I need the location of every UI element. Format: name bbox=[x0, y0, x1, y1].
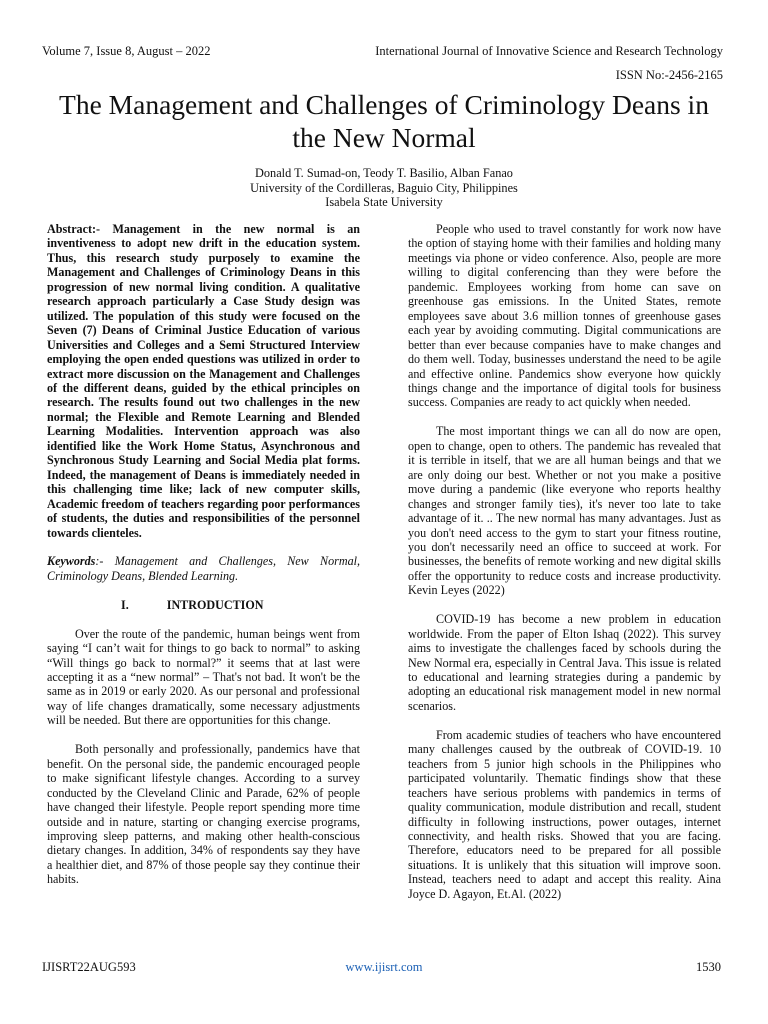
page-number: 1530 bbox=[696, 960, 721, 974]
issn: ISSN No:-2456-2165 bbox=[615, 68, 723, 82]
abstract bbox=[47, 222, 360, 540]
affiliation-1: University of the Cordilleras, Baguio City, Philippines bbox=[250, 180, 518, 195]
section-number: I. bbox=[121, 597, 129, 612]
abstract-label: Abstract:- bbox=[47, 222, 101, 236]
affiliation-2: Isabela State University bbox=[325, 195, 443, 209]
abstract-text: Management in the new normal is an inventiveness to adopt new drift in the education system. Thus, this research study purposely to examine the Management and Challenges of Criminology Deans in this progression of new normal living condition. A qualitative research approach particularly a Case Study design was utilized. The population of this study were focused on the Seven (7) Deans of Criminal Justice Education of various Universities and Colleges and a Semi Structured Interview employing the open ended questions was utilized in order to extract more discussion on the Management and Challenges of the different deans, guided by the ethical principles on research. The results found out two challenges in the new normal; the Flexible and Remote Learning and Blended Learning Modalities. Intervention approach was also identified like the Work Home Status, Asynchronous and Synchronous Study Learning and Social Media plat forms. Indeed, the management of Deans is immediately needed in this challenging time like; lack of new computer skills, Academic freedom of teachers regarding poor performances of students, the duties and responsibilities of the personnel towards clienteles. bbox=[47, 222, 360, 540]
paper-id: IJISRT22AUG593 bbox=[42, 960, 136, 974]
paragraph: The most important things we can all do now are open, open to change, open to others. The pandemic has revealed that it is terrible in itself, that we are all human beings and that we are only doing our best. Whether or not you make a positive move during a pandemic (like everyone who reports healthy changes and stronger family ties), it's never too late to take advantage of it. .. The new normal has many advantages. Just as you don't need access to the gym to start your fitness routine, you don't necessarily need an office to succeed at work. For businesses, the benefits of remote working and new digital skills offer the opportunity to reduce costs and increase productivity. Kevin Leyes (2022) bbox=[408, 424, 721, 598]
paragraph: From academic studies of teachers who have encountered many challenges caused by the outbreak of COVID-19. 10 teachers from 5 junior high schools in the Philippines who participated voluntarily. Thematic findings show that these teachers have serious problems with pandemics in terms of quality communication, module distribution and recall, student difficulty in following instructions, power outages, internet connectivity, and health risks. Showed that you are facing. Therefore, educators need to be prepared for all possible situations. It is unlikely that this situation will improve soon. Instead, teachers need to adapt and accept this reality. Aina Joyce D. Agayon, Et.Al. (2022) bbox=[408, 727, 721, 901]
section-title: INTRODUCTION bbox=[166, 597, 264, 612]
paragraph: COVID-19 has become a new problem in education worldwide. From the paper of Elton Ishaq (2022). This survey aims to investigate the challenges faced by schools during the New Normal era, especially in Central Java. This issue is related to educational and learning strategies during a pandemic by adopting an educational risk management model in new normal scenarios. bbox=[408, 612, 721, 713]
journal-link[interactable]: www.ijisrt.com bbox=[345, 960, 423, 974]
paragraph: Over the route of the pandemic, human beings went from saying “I can’t wait for things to go back to normal” to asking “Will things go back to normal?” it seems that at last were accepting it as a “new normal” – That's not bad. It won't be the same as in 2019 or early 2020. As our personal and professional way of life changes dramatically, some necessary adjustments will be needed. But there are opportunities for this change. bbox=[47, 626, 360, 728]
right-column bbox=[408, 222, 721, 901]
journal-name: International Journal of Innovative Science and Research Technology bbox=[375, 44, 723, 58]
author-names: Donald T. Sumad-on, Teody T. Basilio, Alban Fanao bbox=[255, 166, 513, 180]
author-block bbox=[40, 166, 728, 210]
volume-info: Volume 7, Issue 8, August – 2022 bbox=[42, 44, 211, 58]
left-column bbox=[47, 222, 360, 887]
keywords bbox=[47, 554, 360, 583]
paragraph: Both personally and professionally, pandemics have that benefit. On the personal side, the pandemic encouraged people to make significant lifestyle changes. According to a survey conducted by the Cleveland Clinic and Parade, 62% of people have changed their lifestyle. People report spending more time outside and in nature, starting or changing exercise programs, improving sleep patterns, and making other health-conscious dietary changes. In addition, 34% of respondents say they have a healthier diet, and 87% of those people say they continue their habits. bbox=[47, 742, 360, 887]
keywords-text: :- Management and Challenges, New Normal, Criminology Deans, Blended Learning. bbox=[47, 554, 360, 583]
section-heading bbox=[47, 598, 360, 612]
paragraph: People who used to travel constantly for work now have the option of staying home with their families and holding many meetings via phone or video conference. Also, people are more willing to digital conferencing than they were before the pandemic. Employees working from home can save on greenhouse gas emissions. In the United States, remote employees save about 3.6 million tonnes of greenhouse gases each year by avoiding commuting. Digital communications are better than ever because companies have to make changes and do them well. Today, businesses understand the need to be agile and effective online. Pandemics show everyone how quickly things change and the importance of digital tools for business success. Companies are ready to act quickly when needed. bbox=[408, 222, 721, 410]
paper-title: The Management and Challenges of Criminology Deans in the New Normal bbox=[59, 89, 709, 153]
keywords-label: Keywords bbox=[47, 554, 96, 569]
